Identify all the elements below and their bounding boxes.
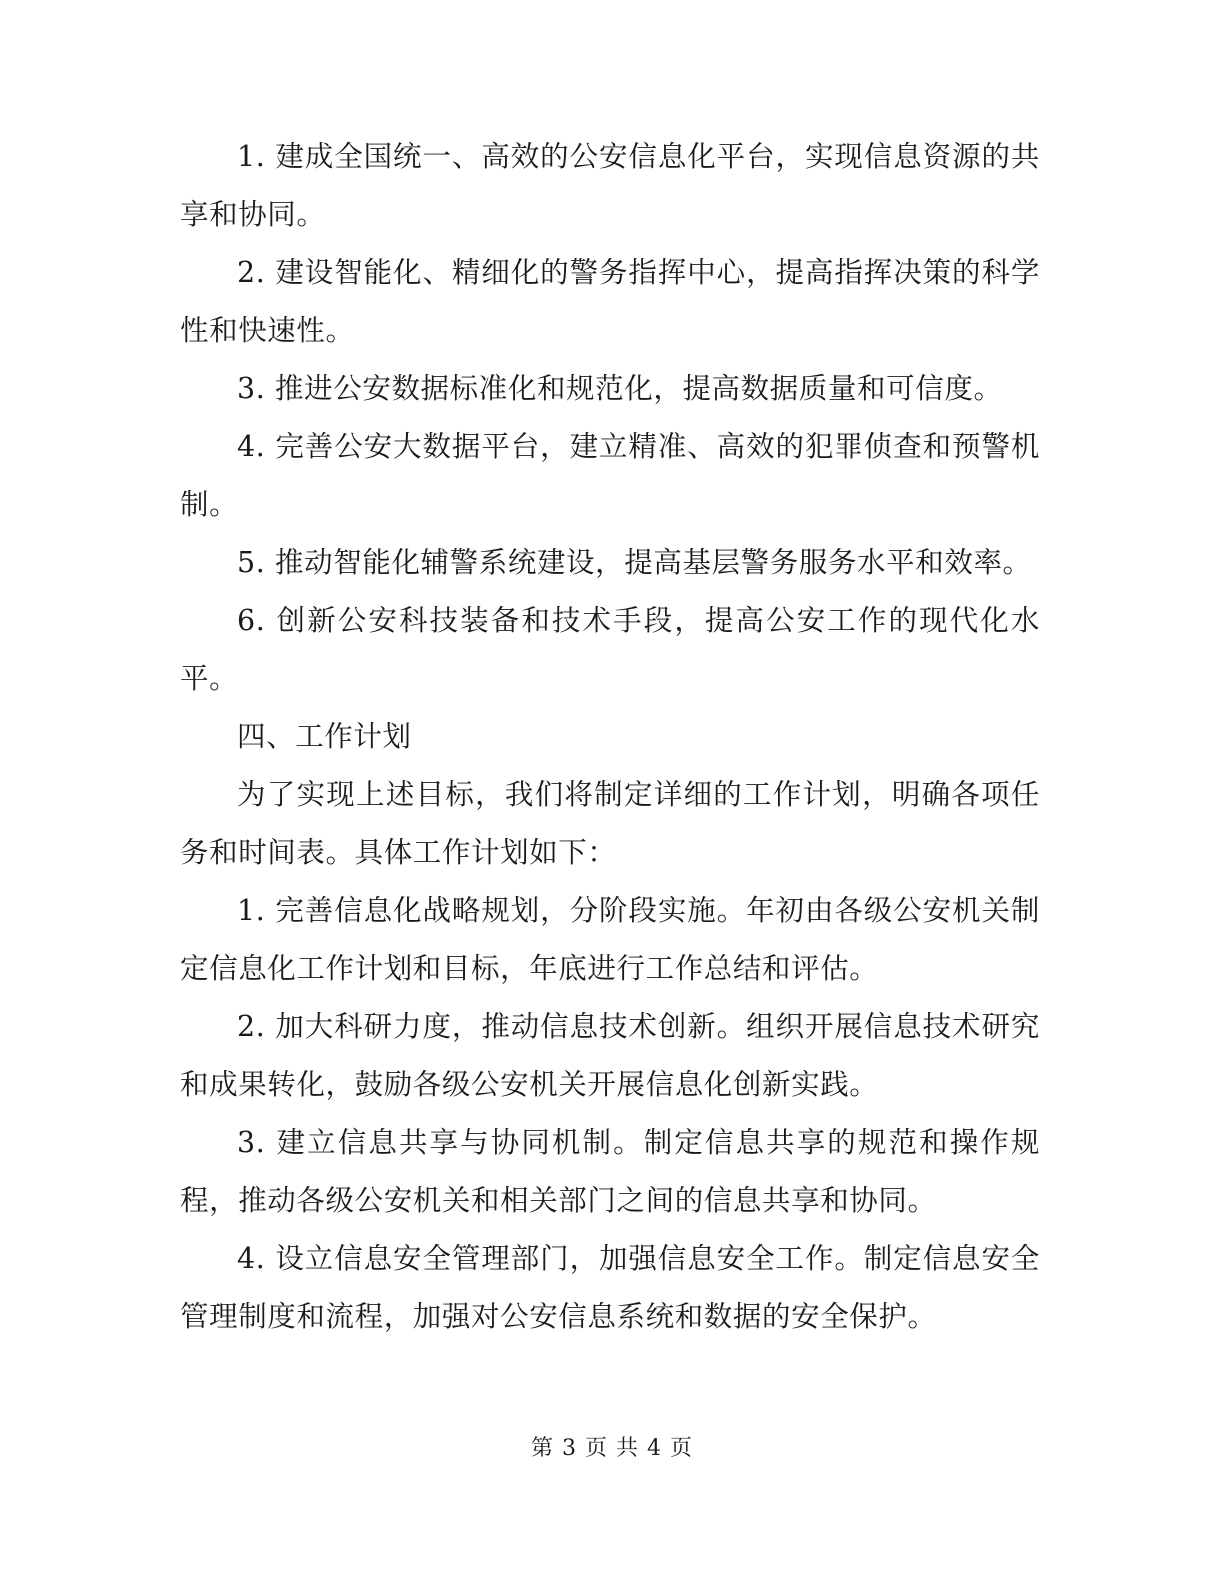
goal-item-4: 4. 完善公安大数据平台，建立精准、高效的犯罪侦查和预警机制。 xyxy=(180,430,1040,521)
goal-item-1: 1. 建成全国统一、高效的公安信息化平台，实现信息资源的共享和协同。 xyxy=(180,140,1040,231)
plan-item-2: 2. 加大科研力度，推动信息技术创新。组织开展信息技术研究和成果转化，鼓励各级公安机关开展信息化创新实践。 xyxy=(180,1010,1040,1101)
plan-item-4: 4. 设立信息安全管理部门，加强信息安全工作。制定信息安全管理制度和流程，加强对公安信息系统和数据的安全保护。 xyxy=(180,1242,1040,1333)
goal-item-3: 3. 推进公安数据标准化和规范化，提高数据质量和可信度。 xyxy=(237,372,1003,405)
section-heading-work-plan: 四、工作计划 xyxy=(237,720,412,753)
page-number-footer: 第 3 页 共 4 页 xyxy=(531,1436,693,1461)
plan-item-1: 1. 完善信息化战略规划，分阶段实施。年初由各级公安机关制定信息化工作计划和目标，年底进行工作总结和评估。 xyxy=(180,894,1040,985)
plan-item-3: 3. 建立信息共享与协同机制。制定信息共享的规范和操作规程，推动各级公安机关和相关部门之间的信息共享和协同。 xyxy=(180,1126,1040,1217)
goal-item-5: 5. 推动智能化辅警系统建设，提高基层警务服务水平和效率。 xyxy=(237,546,1032,579)
document-body xyxy=(180,128,1040,1346)
goal-item-6: 6. 创新公安科技装备和技术手段，提高公安工作的现代化水平。 xyxy=(180,604,1040,695)
goal-item-2: 2. 建设智能化、精细化的警务指挥中心，提高指挥决策的科学性和快速性。 xyxy=(180,256,1040,347)
work-plan-intro: 为了实现上述目标，我们将制定详细的工作计划，明确各项任务和时间表。具体工作计划如下： xyxy=(180,778,1040,869)
